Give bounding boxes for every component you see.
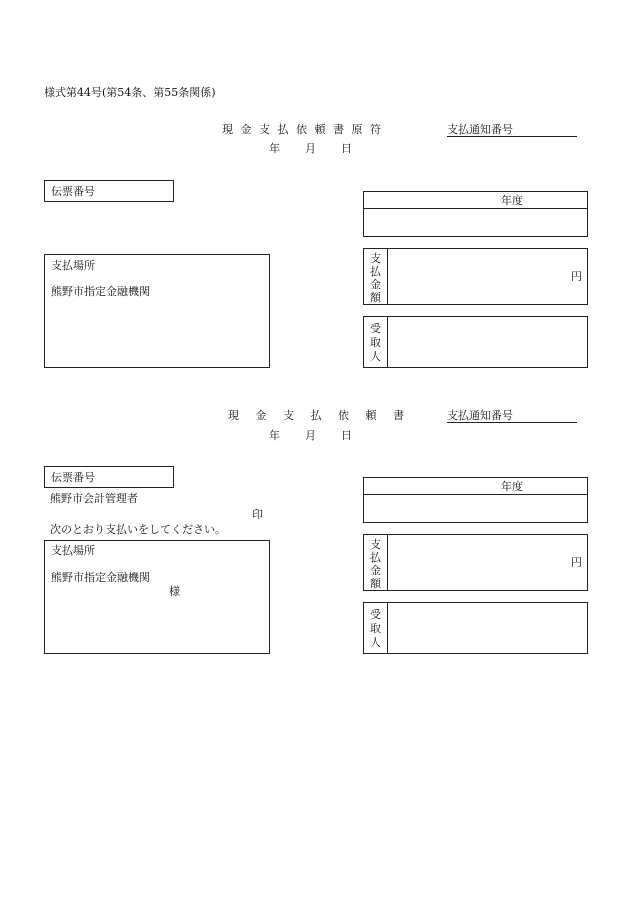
section2-request-text: 次のとおり支払いをしてください。 bbox=[50, 523, 226, 536]
section2-seal: 印 bbox=[252, 508, 263, 521]
section2-recipient-box bbox=[363, 602, 588, 654]
section1-payment-place-box bbox=[44, 254, 270, 368]
section1-yen: 円 bbox=[571, 270, 582, 283]
section2-place-label: 支払場所 bbox=[51, 544, 95, 557]
section1-fiscal-year-box bbox=[363, 191, 588, 237]
section1-title: 現 金 支 払 依 頼 書 原 符 bbox=[222, 123, 381, 136]
section1-recipient-label: 受 取 人 bbox=[370, 322, 381, 363]
section1-date-year: 年 bbox=[269, 142, 280, 155]
section2-notice-underline bbox=[447, 422, 577, 423]
section1-recipient-divider bbox=[387, 317, 388, 367]
section2-fiscal-year-box bbox=[363, 477, 588, 523]
section2-recipient-label: 受 取 人 bbox=[370, 608, 381, 649]
section2-payment-place-box bbox=[44, 540, 270, 654]
section2-amount-label: 支 払 金 額 bbox=[370, 538, 381, 590]
section2-date-month: 月 bbox=[305, 429, 316, 442]
section2-title: 現 金 支 払 依 頼 書 bbox=[228, 409, 404, 422]
section2-notice-label: 支払通知番号 bbox=[447, 409, 513, 422]
section1-notice-label: 支払通知番号 bbox=[447, 123, 513, 136]
section1-fiscal-year-divider bbox=[364, 208, 587, 209]
section1-bank-name: 熊野市指定金融機関 bbox=[51, 285, 150, 298]
section1-amount-label: 支 払 金 額 bbox=[370, 252, 381, 304]
section1-voucher-label: 伝票番号 bbox=[51, 185, 95, 198]
section2-recipient-divider bbox=[387, 603, 388, 653]
section2-voucher-label: 伝票番号 bbox=[51, 471, 95, 484]
section1-place-label: 支払場所 bbox=[51, 259, 95, 272]
section1-date-day: 日 bbox=[341, 142, 352, 155]
section2-bank-name: 熊野市指定金融機関 bbox=[51, 571, 150, 584]
section2-fiscal-year-divider bbox=[364, 494, 587, 495]
section1-fiscal-year-label: 年度 bbox=[501, 194, 523, 207]
form-label: 様式第44号(第54条、第55条関係) bbox=[44, 86, 216, 99]
section2-amount-divider bbox=[387, 535, 388, 590]
section1-recipient-box bbox=[363, 316, 588, 368]
section2-yen: 円 bbox=[571, 556, 582, 569]
section1-notice-underline bbox=[447, 136, 577, 137]
section2-officer: 熊野市会計管理者 bbox=[50, 492, 138, 505]
section1-amount-divider bbox=[387, 249, 388, 304]
section1-voucher-box bbox=[44, 180, 174, 202]
section1-amount-box bbox=[363, 248, 588, 305]
section2-date-day: 日 bbox=[341, 429, 352, 442]
section2-amount-box bbox=[363, 534, 588, 591]
section2-honorific: 様 bbox=[169, 585, 180, 598]
section2-date-year: 年 bbox=[269, 429, 280, 442]
section2-fiscal-year-label: 年度 bbox=[501, 480, 523, 493]
section1-date-month: 月 bbox=[305, 142, 316, 155]
section2-voucher-box bbox=[44, 466, 174, 488]
